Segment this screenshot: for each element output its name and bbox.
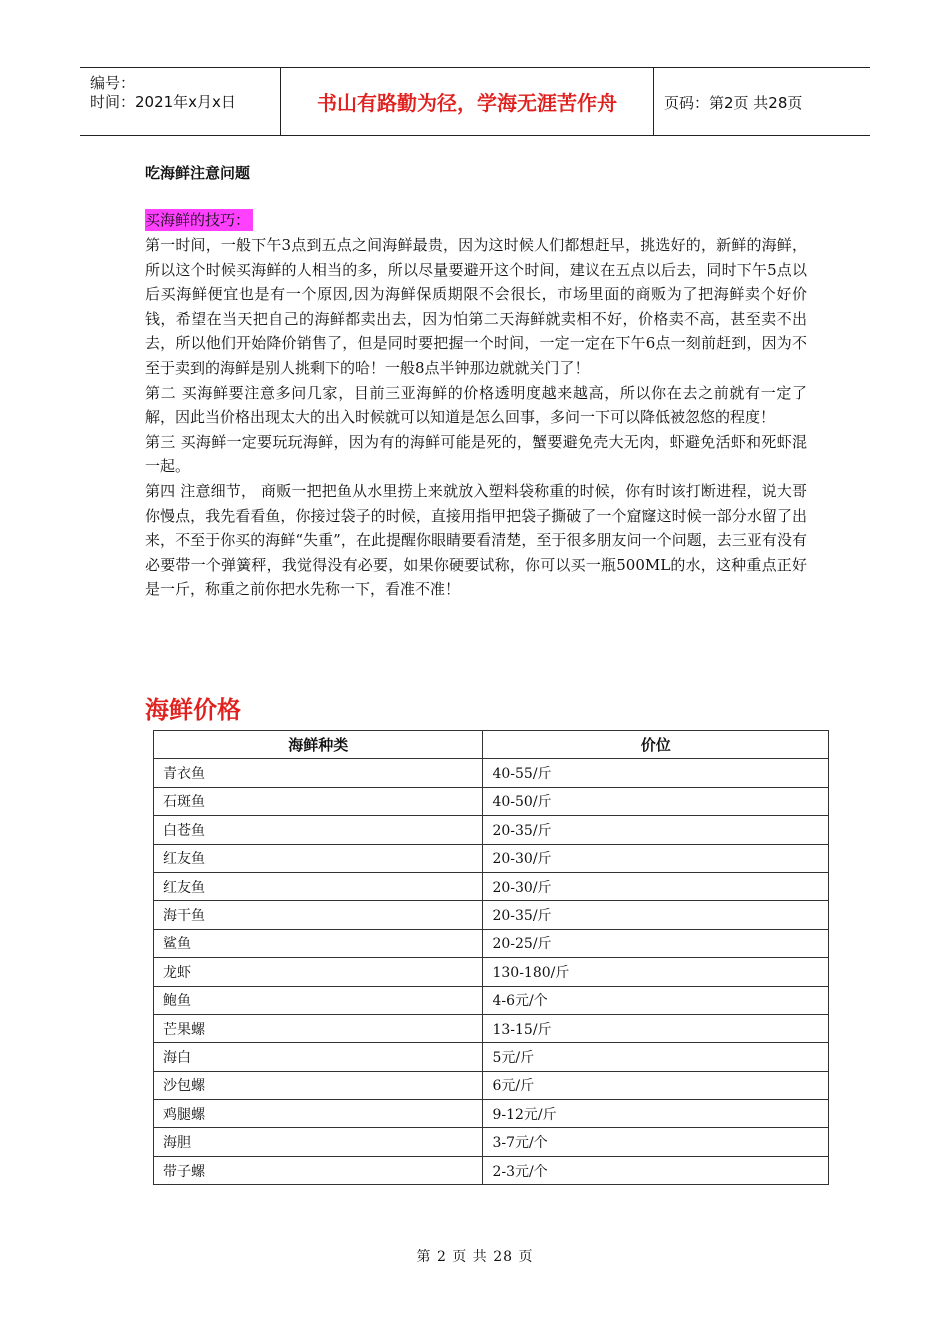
price-cell: 40-50/斤 — [483, 787, 829, 815]
seafood-type-cell: 海胆 — [154, 1128, 483, 1156]
table-row — [154, 1156, 829, 1184]
price-cell: 13-15/斤 — [483, 1014, 829, 1042]
price-cell: 20-30/斤 — [483, 844, 829, 872]
table-row — [154, 1014, 829, 1042]
price-cell: 20-35/斤 — [483, 816, 829, 844]
column-header-type: 海鲜种类 — [154, 731, 483, 759]
table-row — [154, 929, 829, 957]
table-row — [154, 958, 829, 986]
seafood-type-cell: 鲨鱼 — [154, 929, 483, 957]
price-heading: 海鲜价格 — [145, 696, 241, 724]
seafood-type-cell: 带子螺 — [154, 1156, 483, 1184]
table-row — [154, 759, 829, 787]
table-row — [154, 901, 829, 929]
header-page-info: 页码：第2页 共28页 — [664, 94, 803, 112]
table-row — [154, 1071, 829, 1099]
table-header-row — [154, 731, 829, 759]
price-cell: 3-7元/个 — [483, 1128, 829, 1156]
seafood-type-cell: 沙包螺 — [154, 1071, 483, 1099]
price-table — [153, 730, 829, 1185]
page-footer: 第 2 页 共 28 页 — [416, 1249, 534, 1265]
price-cell: 4-6元/个 — [483, 986, 829, 1014]
column-header-price: 价位 — [483, 731, 829, 759]
table-row — [154, 872, 829, 900]
header-meta — [80, 68, 281, 135]
price-cell: 20-25/斤 — [483, 929, 829, 957]
price-cell: 9-12元/斤 — [483, 1100, 829, 1128]
header-number: 编号： — [90, 74, 136, 92]
tip-paragraph-2: 第二 买海鲜要注意多问几家，目前三亚海鲜的价格透明度越来越高，所以你在去之前就有一定了解，因此当价格出现太大的出入时候就可以知道是怎么回事，多问一下可以降低被忽悠的程度！ — [145, 383, 807, 427]
table-row — [154, 844, 829, 872]
seafood-type-cell: 芒果螺 — [154, 1014, 483, 1042]
tips-body — [145, 233, 807, 602]
seafood-type-cell: 白苍鱼 — [154, 816, 483, 844]
seafood-type-cell: 海白 — [154, 1043, 483, 1071]
table-row — [154, 1100, 829, 1128]
price-cell: 6元/斤 — [483, 1071, 829, 1099]
table-row — [154, 986, 829, 1014]
table-row — [154, 816, 829, 844]
price-cell: 2-3元/个 — [483, 1156, 829, 1184]
price-table-body — [154, 759, 829, 1185]
price-cell: 20-30/斤 — [483, 872, 829, 900]
header-date: 时间：2021年x月x日 — [90, 93, 236, 111]
tip-paragraph-3: 第三 买海鲜一定要玩玩海鲜，因为有的海鲜可能是死的，蟹要避免壳大无肉，虾避免活虾和死虾混一起。 — [145, 432, 807, 476]
document-title: 吃海鲜注意问题 — [145, 164, 251, 182]
seafood-type-cell: 鲍鱼 — [154, 986, 483, 1014]
header-motto: 书山有路勤为径，学海无涯苦作舟 — [281, 68, 654, 135]
section-label-highlight: 买海鲜的技巧： — [145, 209, 253, 231]
seafood-type-cell: 海干鱼 — [154, 901, 483, 929]
seafood-type-cell: 红友鱼 — [154, 844, 483, 872]
seafood-type-cell: 鸡腿螺 — [154, 1100, 483, 1128]
table-row — [154, 1043, 829, 1071]
price-cell: 5元/斤 — [483, 1043, 829, 1071]
tip-paragraph-1: 第一时间，一般下午3点到五点之间海鲜最贵，因为这时候人们都想赶早，挑选好的，新鲜的海鲜，所以这个时候买海鲜的人相当的多，所以尽量要避开这个时间，建议在五点以后去，同时下午5点以后买海鲜便宜也是有一个原因,因为海鲜保质期限不会很长，市场里面的商贩为了把海鲜卖个好价钱，希望在当天把自己的海鲜都卖出去，因为怕第二天海鲜就卖相不好，价格卖不高，甚至卖不出去，所以他们开始降价销售了，但是同时要把握一个时间，一定一定在下午6点一刻前赶到，因为不至于卖到的海鲜是别人挑剩下的哈！一般8点半钟那边就就关门了！ — [145, 236, 807, 377]
price-cell: 20-35/斤 — [483, 901, 829, 929]
tip-paragraph-4: 第四 注意细节， 商贩一把把鱼从水里捞上来就放入塑料袋称重的时候，你有时该打断进程，说大哥你慢点，我先看看鱼，你接过袋子的时候，直接用指甲把袋子撕破了一个窟窿这时候一部分水留了出来，不至于你买的海鲜“失重”，在此提醒你眼睛要看清楚，至于很多朋友问一个问题，去三亚有没有必要带一个弹簧秤，我觉得没有必要，如果你硬要试称，你可以买一瓶500ML的水，这种重点正好是一斤，称重之前你把水先称一下，看准不准！ — [145, 481, 807, 599]
seafood-type-cell: 青衣鱼 — [154, 759, 483, 787]
seafood-type-cell: 石斑鱼 — [154, 787, 483, 815]
table-row — [154, 1128, 829, 1156]
page-header — [80, 67, 870, 136]
price-cell: 40-55/斤 — [483, 759, 829, 787]
seafood-type-cell: 红友鱼 — [154, 872, 483, 900]
seafood-type-cell: 龙虾 — [154, 958, 483, 986]
table-row — [154, 787, 829, 815]
price-cell: 130-180/斤 — [483, 958, 829, 986]
